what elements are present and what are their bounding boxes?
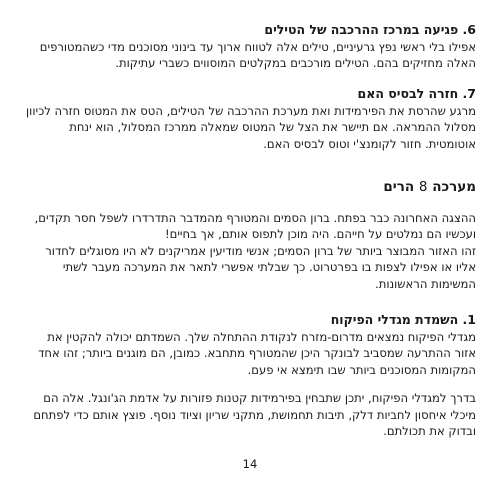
chapter-intro-paragraph-2: זהו האזור המבוצר ביותר של ברון הסמים; אנשי מודיעין אמריקנים לא היו מסוגלים לחדור אליו או אפילו לצפות בו בפרטרוט. כך שבלתי אפשרי לתאר את המערכה מעבר לשתי המשימות הראשונות. [45, 243, 476, 291]
subsection-1-body-2: בדרך למגדלי הפיקוח, יתכן שתבחין בפירמידות קטנות פזורות על אדמת הג'ונגל. אלה הם מיכלי איחסון לחביות דלק, תיבות תחמושת, מתקני שריון וציוד נוסף. פוצץ אותם כדי לפתחם ובדוק את תכולתם. [33, 391, 476, 439]
document-page [24, 22, 476, 440]
chapter-title: מערכה [432, 179, 476, 196]
chapter-intro-paragraph-1: ההצגה האחרונה כבר בפתח. ברון הסמים והמטורף מהמדבר התדרדרו לשפל חסר תקדים, ועכשיו הם נמלטים על חייהם. היה מוכן לתפוס אותם, אך בחיים! [34, 211, 476, 242]
section-6-body: אפילו בלי ראשי נפץ גרעיניים, טילים אלה לטווח ארוך עד בינוני מסוכנים מדי כשהמטורפים האלה מחזיקים בהם. הטילים מורכבים במקלטים המוסווים כשברי עתיקות. [39, 40, 476, 71]
chapter-name: הרים [383, 179, 415, 196]
section-6-heading: 6. פגיעה במרכז ההרכבה של הטילים [264, 22, 476, 37]
section-7-heading: 7. חזרה לבסיס האם [357, 85, 476, 101]
page-number: 14 [242, 457, 258, 471]
chapter-heading [24, 178, 476, 196]
section-7-body: מרגע שהרסת את הפירמידות ואת מערכת ההרכבה של הטילים, הטס את המטוס חזרה לכיוון מסלול ההמראה. אם תיישר את הצל של המטוס שמאלה ממרכז המסלול, הוא ינחת אוטומטית. חזור לקומנצ'י וטוס לבסיס האם. [26, 103, 476, 151]
chapter-number: 8 [418, 179, 428, 196]
subsection-1-body: מגדלי הפיקוח נמצאים מדרום-מזרח לנקודת ההתחלה שלך. השמדתם יכולה להקטין את אזור ההתרעה שמסביב לבונקר היכן שהמטורף מתחבא. כמובן, הם מוגנים ביותר; זהו אחד המקומות המסוכנים ביותר שבו תימצא אי פעם. [38, 330, 476, 377]
subsection-1-heading: 1. השמדת מגדלי הפיקוח [330, 312, 476, 328]
